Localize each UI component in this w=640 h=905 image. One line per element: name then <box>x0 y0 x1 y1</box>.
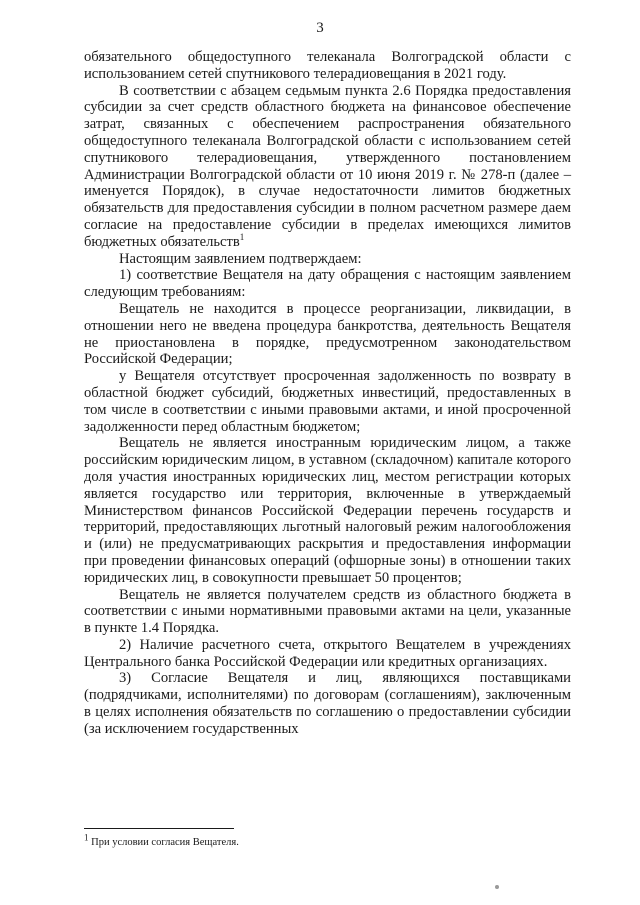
footnote-reference: 1 <box>239 231 245 242</box>
page-number: 3 <box>316 20 324 36</box>
paragraph-no-reorganization: Вещатель не находится в процессе реорганизации, ликвидации, в отношении него не введена процедура банкротства, деятельность Вещателя не приостановлена в порядке, предусмотренном законодательством Российской Федерации; <box>84 300 571 368</box>
footnote <box>84 832 571 849</box>
footnote-marker: 1 <box>84 832 89 843</box>
paragraph-not-recipient: Вещатель не является получателем средств из областного бюджета в соответствии с иными нормативными правовыми актами на цели, указанные в пункте 1.4 Порядка. <box>84 586 571 637</box>
document-body <box>84 49 571 738</box>
paragraph-item-3: 3) Согласие Вещателя и лиц, являющихся поставщиками (подрядчиками, исполнителями) по договорам (соглашениям), заключенным в целях исполнения обязательств по соглашению о предоставлении субсидии (за исключением государственных <box>84 670 571 737</box>
footnote-text: При условии согласия Вещателя. <box>91 837 239 848</box>
scan-speck <box>495 885 499 889</box>
paragraph-confirm-intro: Настоящим заявлением подтверждаем: <box>119 250 362 267</box>
paragraph-not-foreign: Вещатель не является иностранным юридическим лицом, а также российским юридическим лицом, в уставном (складочном) капитале которого доля участия иностранных юридических лиц, местом регистрации которых является государство или территория, включенные в утверждаемый Министерством финансов Российской Федерации перечень государств и территорий, предоставляющих льготный налоговый режим налогообложения и (или) не предусматривающих раскрытия и предоставления информации при проведении финансовых операций (офшорные зоны) в отношении таких юридических лиц, в совокупности превышает 50 процентов; <box>84 435 571 586</box>
footnote-separator <box>84 828 234 829</box>
paragraph-no-debt: у Вещателя отсутствует просроченная задолженность по возврату в областной бюджет субсидий, бюджетных инвестиций, предоставленных в том числе в соответствии с иными правовыми актами, и иной просроченной задолженности перед областным бюджетом; <box>84 368 571 435</box>
paragraph-item-1: 1) соответствие Вещателя на дату обращения с настоящим заявлением следующим требованиям: <box>84 267 571 301</box>
paragraph-item-2: 2) Наличие расчетного счета, открытого Вещателем в учреждениях Центрального банка Российской Федерации или кредитных организациях. <box>84 636 571 670</box>
paragraph-continuation: обязательного общедоступного телеканала Волгоградской области с использованием сетей спутникового телерадиовещания в 2021 году. <box>84 49 571 82</box>
paragraph-consent: В соответствии с абзацем седьмым пункта 2.6 Порядка предоставления субсидии за счет средств областного бюджета на финансовое обеспечение затрат, связанных с обеспечением распространения обязательного общедоступного телеканала Волгоградской области с использованием сетей спутникового телерадиовещания, утвержденного постановлением Администрации Волгоградской области от 10 июня 2019 г. № 278-п (далее – именуется Порядок), в случае недостаточности лимитов бюджетных обязательств для предоставления субсидии в полном расчетном размере даем согласие на предоставление субсидии в пределах имеющихся лимитов бюджетных обязательств$^1$ <box>84 82 571 250</box>
